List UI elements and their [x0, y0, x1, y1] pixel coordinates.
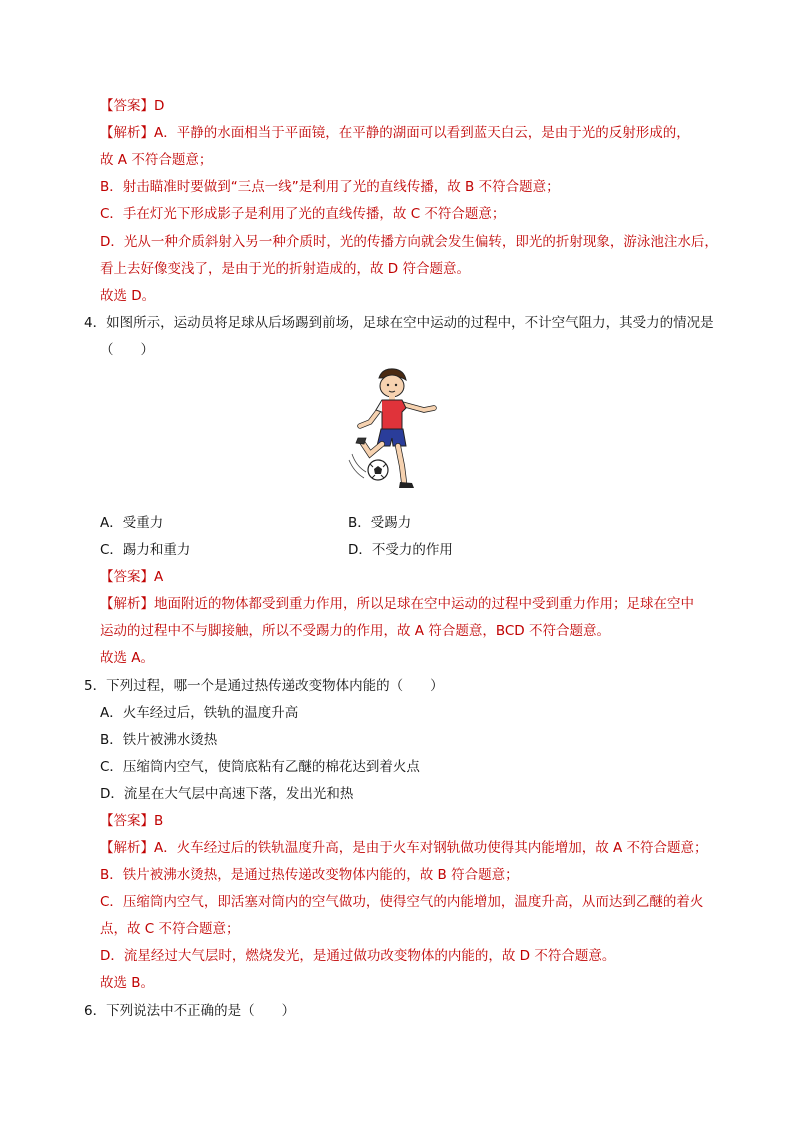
- q3-analysis-line-1: [100, 124, 690, 142]
- q5-analysis-line-2: B．铁片被沸水烫热，是通过热传递改变物体内能的，故 B 符合题意；: [100, 867, 519, 883]
- analysis-text: A．火车经过后的铁轨温度升高，是由于火车对钢轨做功使得其内能增加，故 A 不符合题意；: [154, 840, 708, 856]
- q4-option-a: A．受重力: [100, 515, 164, 531]
- q3-answer: [100, 97, 164, 115]
- q5-option-c: C．压缩筒内空气，使筒底粘有乙醚的棉花达到着火点: [100, 759, 420, 775]
- q4-stem: 4．如图所示，运动员将足球从后场踢到前场，足球在空中运动的过程中，不计空气阻力，其受力的情况是: [84, 315, 714, 331]
- answer-value: D: [154, 98, 165, 114]
- q5-option-a: A．火车经过后，铁轨的温度升高: [100, 705, 299, 721]
- q5-analysis-line-3: C．压缩筒内空气，即活塞对筒内的空气做功，使得空气的内能增加，温度升高，从而达到乙醚的着火: [100, 894, 704, 910]
- q5-option-b: B．铁片被沸水烫热: [100, 732, 218, 748]
- q4-analysis-line-1: [100, 595, 694, 613]
- q5-analysis-line-1: [100, 839, 708, 857]
- answer-label: 【答案】: [100, 98, 154, 114]
- q3-analysis-line-3: B．射击瞄准时要做到“三点一线”是利用了光的直线传播，故 B 不符合题意；: [100, 179, 560, 195]
- q3-analysis-line-6: 看上去好像变浅了，是由于光的折射造成的，故 D 符合题意。: [100, 261, 470, 277]
- answer-value: A: [154, 569, 164, 585]
- answer-label: 【答案】: [100, 569, 154, 585]
- soccer-player-illustration: [346, 366, 446, 494]
- analysis-label: 【解析】: [100, 596, 154, 612]
- q5-option-d: D．流星在大气层中高速下落，发出光和热: [100, 786, 354, 802]
- q3-analysis-line-5: D．光从一种介质斜射入另一种介质时，光的传播方向就会发生偏转，即光的折射现象，游泳池注水后，: [100, 234, 718, 250]
- q4-option-b: B．受踢力: [348, 515, 412, 531]
- q4-option-d: D．不受力的作用: [348, 542, 453, 558]
- q5-analysis-line-4: 点，故 C 不符合题意；: [100, 921, 240, 937]
- q4-blank: （ ）: [100, 342, 154, 358]
- q5-conclusion: 故选 B。: [100, 975, 155, 991]
- q4-option-c: C．踢力和重力: [100, 542, 191, 558]
- analysis-text: 地面附近的物体都受到重力作用，所以足球在空中运动的过程中受到重力作用；足球在空中: [154, 596, 694, 612]
- q5-stem: 5．下列过程，哪一个是通过热传递改变物体内能的（ ）: [84, 678, 444, 694]
- q5-analysis-line-5: D．流星经过大气层时，燃烧发光，是通过做功改变物体的内能的，故 D 不符合题意。: [100, 948, 616, 964]
- analysis-label: 【解析】: [100, 125, 154, 141]
- answer-value: B: [154, 813, 164, 829]
- q3-conclusion: 故选 D。: [100, 288, 156, 304]
- q4-conclusion: 故选 A。: [100, 650, 155, 666]
- q4-analysis-line-2: 运动的过程中不与脚接触，所以不受踢力的作用，故 A 符合题意，BCD 不符合题意。: [100, 623, 610, 639]
- q5-answer: [100, 812, 163, 830]
- q6-stem: 6．下列说法中不正确的是（ ）: [84, 1003, 296, 1019]
- q3-analysis-line-4: C．手在灯光下形成影子是利用了光的直线传播，故 C 不符合题意；: [100, 206, 506, 222]
- q4-answer: [100, 568, 163, 586]
- q3-analysis-line-2: 故 A 不符合题意；: [100, 152, 213, 168]
- analysis-label: 【解析】: [100, 840, 154, 856]
- answer-label: 【答案】: [100, 813, 154, 829]
- analysis-text: A．平静的水面相当于平面镜，在平静的湖面可以看到蓝天白云，是由于光的反射形成的，: [154, 125, 690, 141]
